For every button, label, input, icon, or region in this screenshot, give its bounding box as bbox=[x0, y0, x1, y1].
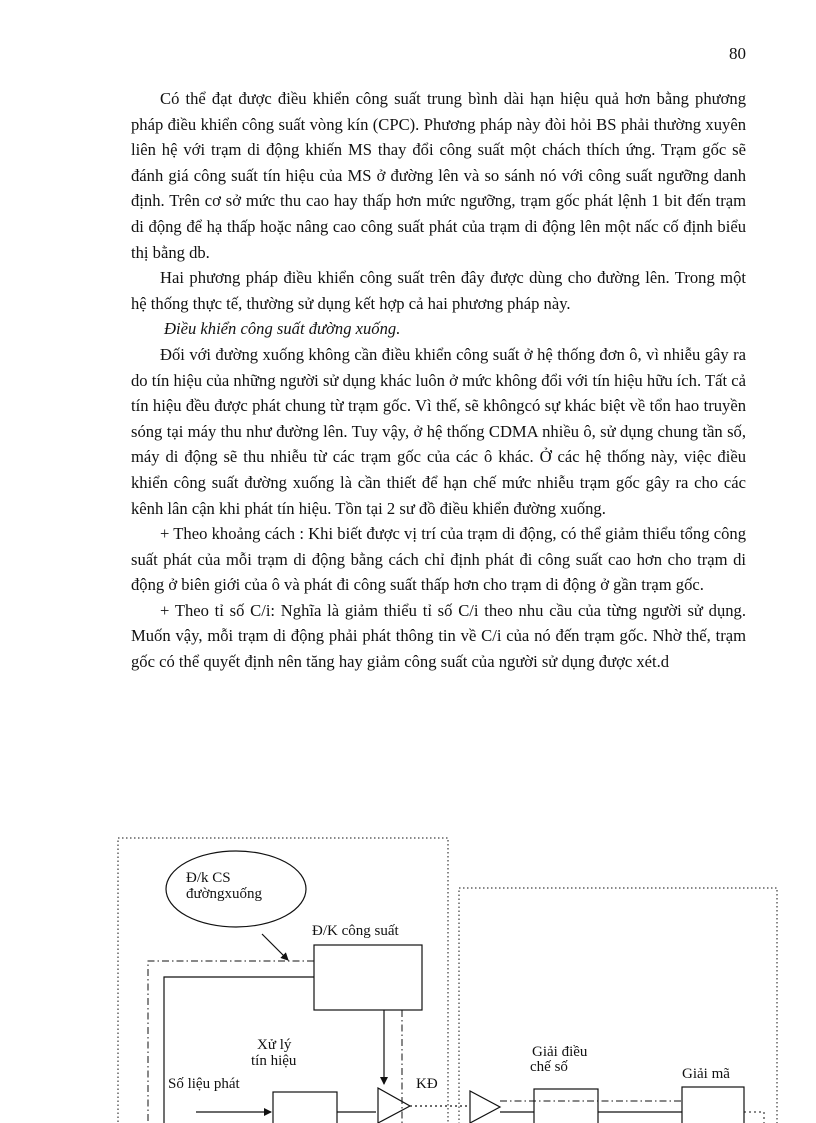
paragraph-by-distance: + Theo khoảng cách : Khi biết được vị trí của trạm di động, có thể giảm thiểu tổng công suất phát của mỗi trạm di động bằng cách chỉ định phát đi công suất cao hơn cho trạm di động ở biên giới của ô và phát đi công suất thấp hơn cho trạm di động ở gần trạm gốc. bbox=[131, 524, 746, 595]
transmit-data-label: Số liệu phát bbox=[168, 1076, 240, 1092]
demodulator-label-line1: Giải điều bbox=[532, 1044, 588, 1060]
signal-processing-box bbox=[273, 1092, 337, 1123]
receiver-amplifier-triangle bbox=[470, 1091, 500, 1123]
paragraph-downlink: Đối với đường xuống không cần điều khiển công suất ở hệ thống đơn ô, vì nhiễu gây ra do tín hiệu của những người sử dụng khác luôn ở mức không đổi với tín hiệu hữu ích. Tất cả tín hiệu đều được phát chung từ trạm gốc. Vì thế, sẽ khôngcó sự khác biệt về tổn hao truyền sóng tại máy thu như đường lên. Tuy vậy, ở hệ thống CDMA nhiều ô, sử dụng chung tần số, máy di động sẽ thu nhiễu từ các trạm gốc của các ô khác. Ở các hệ thống này, việc điều khiển công suất đường xuống là cần thiết để hạn chế mức nhiễu trạm gốc gây ra cho các kênh lân cận khi phát tín hiệu. Tồn tại 2 sư đồ điều khiển đường xuống. bbox=[131, 344, 746, 518]
paragraph-by-ci-ratio: + Theo tỉ số C/i: Nghĩa là giảm thiểu tỉ số C/i theo nhu cầu của từng người sử dụng. Muốn vậy, mỗi trạm di động phải phát thông tin về C/i của nó đến trạm gốc. Nhờ thế, trạm gốc có thể quyết định nên tăng hay giảm công suất của người sử dụng được xét.d bbox=[131, 600, 746, 672]
amplifier-triangle bbox=[378, 1088, 410, 1123]
paragraph-uplink-summary: Hai phương pháp điều khiển công suất trên đây được dùng cho đường lên. Trong một hệ thống thực tế, thường sử dụng kết hợp cả hai phương pháp này. bbox=[131, 268, 746, 313]
demodulator-box bbox=[534, 1089, 598, 1123]
decoder-label: Giải mã bbox=[682, 1066, 730, 1082]
ellipse-label-line2: đườngxuống bbox=[186, 886, 263, 902]
ellipse-label-line1: Đ/k CS bbox=[186, 870, 231, 886]
signal-processing-label-line1: Xử lý bbox=[257, 1037, 292, 1053]
section-heading-downlink: Điều khiển công suất đường xuống. bbox=[164, 319, 401, 339]
page-number: 80 bbox=[729, 44, 746, 63]
power-control-label: Đ/K công suất bbox=[312, 923, 399, 939]
demodulator-label-line2: chế số bbox=[530, 1059, 568, 1075]
feedback-line bbox=[164, 977, 314, 1123]
decoder-box bbox=[682, 1087, 744, 1123]
signal-processing-label-line2: tín hiệu bbox=[251, 1053, 297, 1069]
power-control-box bbox=[314, 945, 422, 1010]
amplifier-label: KĐ bbox=[416, 1076, 438, 1092]
decoder-output-stub bbox=[744, 1112, 764, 1123]
paragraph-closed-loop: Có thể đạt được điều khiển công suất trung bình dài hạn hiệu quả hơn bằng phương pháp điều khiển công suất vòng kín (CPC). Phương pháp này đòi hỏi BS phải thường xuyên liên hệ với trạm di động khiến MS thay đổi công suất một chách thích ứng. Trạm gốc sẽ đánh giá công suất tín hiệu của MS ở đường lên và so sánh nó với công suất ngưỡng danh định. Trên cơ sở mức thu cao hay thấp hơn mức ngưỡng, trạm gốc phát lệnh 1 bit đến trạm di động để hạ thấp hoặc nâng cao công suất phát của trạm di động lên một nấc cố định biểu thị bằng db. bbox=[131, 89, 746, 262]
ellipse-arrow bbox=[262, 934, 288, 960]
mobile-station-frame bbox=[459, 888, 777, 1123]
